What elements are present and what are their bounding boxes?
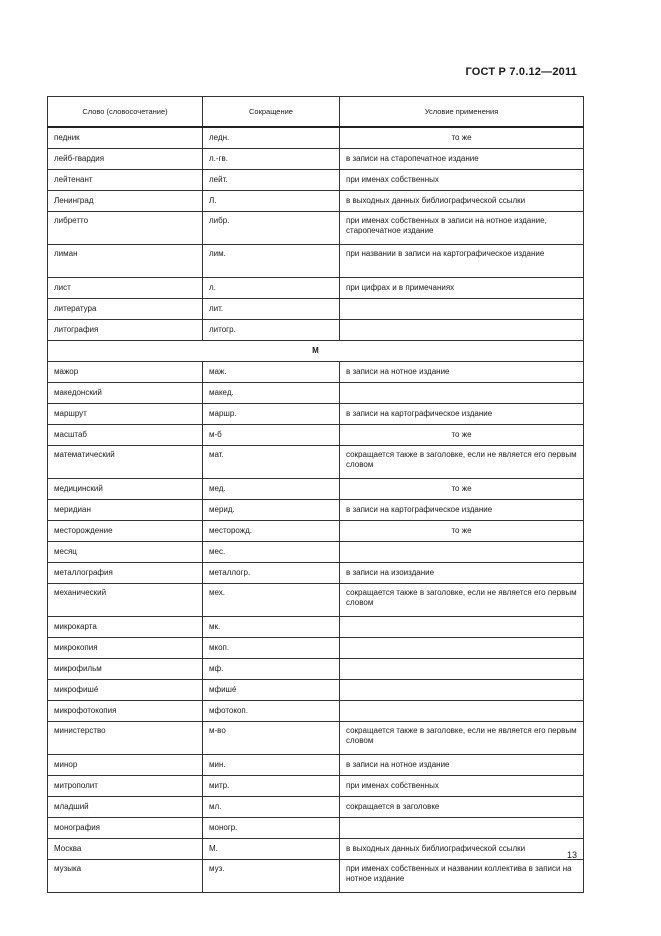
cell-abbreviation: моногр.	[203, 818, 340, 839]
table-row	[48, 425, 584, 446]
table-row	[48, 500, 584, 521]
table-row	[48, 383, 584, 404]
cell-word: педник	[48, 127, 203, 149]
cell-word: масштаб	[48, 425, 203, 446]
cell-condition: в выходных данных библиографической ссылки	[340, 191, 584, 212]
cell-abbreviation: либр.	[203, 212, 340, 245]
cell-abbreviation: мех.	[203, 584, 340, 617]
cell-word: мажор	[48, 362, 203, 383]
cell-condition	[340, 659, 584, 680]
table-row	[48, 404, 584, 425]
table-row	[48, 722, 584, 755]
cell-word: лейтенант	[48, 170, 203, 191]
cell-condition: сокращается в заголовке	[340, 797, 584, 818]
table-row	[48, 701, 584, 722]
document-standard-header: ГОСТ Р 7.0.12—2011	[465, 66, 577, 78]
abbreviations-table	[47, 96, 584, 893]
table-row	[48, 446, 584, 479]
cell-abbreviation: мкоп.	[203, 638, 340, 659]
cell-word: медицинский	[48, 479, 203, 500]
cell-condition: при именах собственных и названии коллектива в записи на нотное издание	[340, 860, 584, 893]
cell-abbreviation: макед.	[203, 383, 340, 404]
cell-condition	[340, 320, 584, 341]
table-row	[48, 797, 584, 818]
table-row	[48, 839, 584, 860]
table-row	[48, 659, 584, 680]
cell-abbreviation: ледн.	[203, 127, 340, 149]
cell-abbreviation: мфишé	[203, 680, 340, 701]
table-row	[48, 149, 584, 170]
cell-word: маршрут	[48, 404, 203, 425]
table-row	[48, 362, 584, 383]
cell-abbreviation: лейт.	[203, 170, 340, 191]
cell-word: Москва	[48, 839, 203, 860]
cell-abbreviation: мед.	[203, 479, 340, 500]
table-row	[48, 818, 584, 839]
cell-condition: при именах собственных	[340, 776, 584, 797]
section-letter: М	[48, 341, 584, 362]
cell-condition: сокращается также в заголовке, если не является его первым словом	[340, 722, 584, 755]
cell-word: лист	[48, 278, 203, 299]
cell-condition	[340, 617, 584, 638]
cell-abbreviation: митр.	[203, 776, 340, 797]
cell-abbreviation: л.	[203, 278, 340, 299]
cell-word: микрокопия	[48, 638, 203, 659]
cell-condition: в записи на изоиздание	[340, 563, 584, 584]
cell-abbreviation: металлогр.	[203, 563, 340, 584]
cell-word: месяц	[48, 542, 203, 563]
cell-word: микрофотокопия	[48, 701, 203, 722]
cell-word: лиман	[48, 245, 203, 278]
cell-condition	[340, 383, 584, 404]
table-row	[48, 860, 584, 893]
cell-condition: при названии в записи на картографическое издание	[340, 245, 584, 278]
table-body	[48, 127, 584, 893]
cell-condition: то же	[340, 521, 584, 542]
cell-abbreviation: м-б	[203, 425, 340, 446]
table-row	[48, 521, 584, 542]
cell-condition	[340, 542, 584, 563]
cell-abbreviation: месторожд.	[203, 521, 340, 542]
cell-abbreviation: мфотокоп.	[203, 701, 340, 722]
cell-word: металлография	[48, 563, 203, 584]
cell-abbreviation: маршр.	[203, 404, 340, 425]
column-header-condition: Условие применения	[340, 97, 584, 128]
cell-word: лейб-гвардия	[48, 149, 203, 170]
cell-condition: в записи на картографическое издание	[340, 500, 584, 521]
cell-condition: сокращается также в заголовке, если не является его первым словом	[340, 584, 584, 617]
cell-abbreviation: Л.	[203, 191, 340, 212]
table-row	[48, 299, 584, 320]
cell-word: математический	[48, 446, 203, 479]
cell-word: месторождение	[48, 521, 203, 542]
table-row	[48, 320, 584, 341]
cell-condition: при цифрах и в примечаниях	[340, 278, 584, 299]
cell-word: микрофишé	[48, 680, 203, 701]
table-row	[48, 127, 584, 149]
cell-condition	[340, 638, 584, 659]
table-header-row	[48, 97, 584, 128]
table-row	[48, 638, 584, 659]
cell-word: литература	[48, 299, 203, 320]
cell-word: либретто	[48, 212, 203, 245]
cell-condition	[340, 299, 584, 320]
table-row	[48, 776, 584, 797]
table-row	[48, 479, 584, 500]
cell-condition: в записи на нотное издание	[340, 362, 584, 383]
table-row	[48, 755, 584, 776]
cell-word: монография	[48, 818, 203, 839]
cell-word: младший	[48, 797, 203, 818]
cell-condition: в записи на картографическое издание	[340, 404, 584, 425]
cell-condition: в выходных данных библиографической ссылки	[340, 839, 584, 860]
cell-abbreviation: мк.	[203, 617, 340, 638]
cell-word: музыка	[48, 860, 203, 893]
cell-condition: то же	[340, 127, 584, 149]
table-row	[48, 584, 584, 617]
table-row	[48, 542, 584, 563]
cell-abbreviation: литогр.	[203, 320, 340, 341]
cell-condition: то же	[340, 479, 584, 500]
cell-word: меридиан	[48, 500, 203, 521]
cell-abbreviation: муз.	[203, 860, 340, 893]
cell-abbreviation: маж.	[203, 362, 340, 383]
cell-abbreviation: мф.	[203, 659, 340, 680]
cell-condition: в записи на старопечатное издание	[340, 149, 584, 170]
cell-word: литография	[48, 320, 203, 341]
cell-condition: при именах собственных в записи на нотное издание, старопечатное издание	[340, 212, 584, 245]
column-header-word: Слово (словосочетание)	[48, 97, 203, 128]
table-row	[48, 212, 584, 245]
table-row	[48, 680, 584, 701]
cell-word: микрокарта	[48, 617, 203, 638]
cell-word: министерство	[48, 722, 203, 755]
cell-abbreviation: лит.	[203, 299, 340, 320]
table-row	[48, 563, 584, 584]
cell-abbreviation: мес.	[203, 542, 340, 563]
cell-condition: сокращается также в заголовке, если не является его первым словом	[340, 446, 584, 479]
cell-abbreviation: мин.	[203, 755, 340, 776]
cell-condition	[340, 701, 584, 722]
cell-word: Ленинград	[48, 191, 203, 212]
cell-word: минор	[48, 755, 203, 776]
section-letter-row	[48, 341, 584, 362]
cell-abbreviation: лим.	[203, 245, 340, 278]
column-header-abbreviation: Сокращение	[203, 97, 340, 128]
cell-abbreviation: л.-гв.	[203, 149, 340, 170]
cell-abbreviation: м-во	[203, 722, 340, 755]
table-row	[48, 617, 584, 638]
cell-word: механический	[48, 584, 203, 617]
cell-abbreviation: мл.	[203, 797, 340, 818]
cell-abbreviation: мерид.	[203, 500, 340, 521]
table-row	[48, 245, 584, 278]
cell-condition	[340, 680, 584, 701]
cell-abbreviation: мат.	[203, 446, 340, 479]
table-row	[48, 278, 584, 299]
cell-condition: в записи на нотное издание	[340, 755, 584, 776]
cell-abbreviation: М.	[203, 839, 340, 860]
cell-word: македонский	[48, 383, 203, 404]
cell-condition: при именах собственных	[340, 170, 584, 191]
table-row	[48, 170, 584, 191]
page-number: 13	[566, 850, 577, 860]
table-row	[48, 191, 584, 212]
cell-word: митрополит	[48, 776, 203, 797]
cell-condition	[340, 818, 584, 839]
cell-condition: то же	[340, 425, 584, 446]
cell-word: микрофильм	[48, 659, 203, 680]
